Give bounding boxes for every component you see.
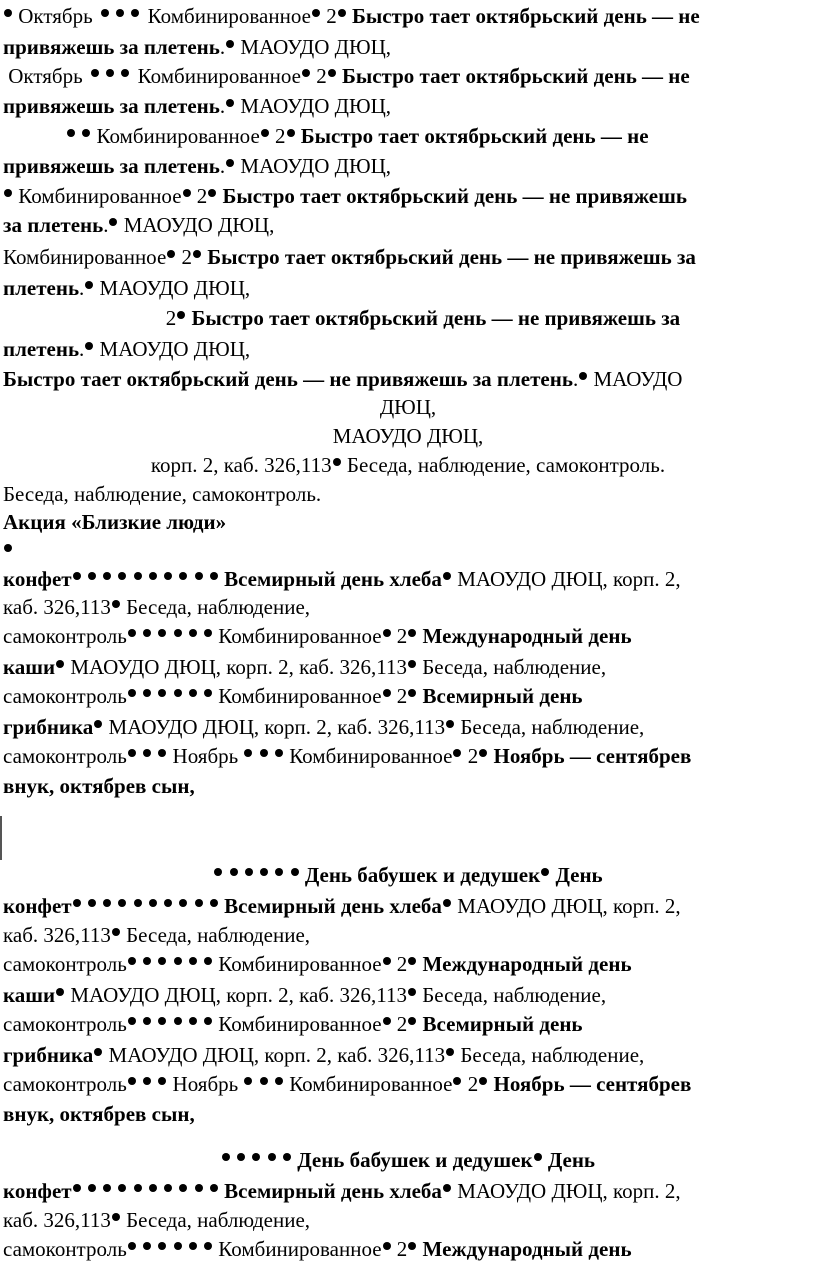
bullet-icon: [226, 40, 234, 48]
line-06: привяжешь за плетень. МАОУДО ДЮЦ,: [3, 154, 391, 178]
line-15: МАОУДО ДЮЦ,: [332, 424, 484, 448]
line-10: плетень. МАОУДО ДЮЦ,: [3, 276, 251, 300]
line-04: привяжешь за плетень. МАОУДО ДЮЦ,: [3, 94, 391, 118]
line-33: самоконтроль Комбинированное 2 Всемирный день: [3, 1012, 583, 1036]
bullet-icon: [226, 159, 234, 167]
bullet-icon: [189, 689, 197, 697]
bullet-icon: [189, 629, 197, 637]
bullet-icon: [103, 899, 111, 907]
bullet-icon: [143, 689, 151, 697]
line-27: внук, октябрев сын,: [3, 774, 195, 798]
bullet-icon: [174, 957, 182, 965]
bullet-icon: [177, 311, 185, 319]
bullet-icon: [56, 660, 64, 668]
bullet-icon: [383, 1242, 391, 1250]
bullet-icon: [383, 629, 391, 637]
line-38: конфет Всемирный день хлеба МАОУДО ДЮЦ, корп. 2,: [3, 1179, 681, 1203]
bullet-icon: [128, 1077, 136, 1085]
bullet-icon: [109, 218, 117, 226]
line-08: за плетень. МАОУДО ДЮЦ,: [3, 213, 275, 237]
bullet-icon: [128, 1017, 136, 1025]
line-34: грибника МАОУДО ДЮЦ, корп. 2, каб. 326,113 Беседа, наблюдение,: [3, 1043, 645, 1067]
bullet-icon: [134, 899, 142, 907]
bullet-icon: [143, 629, 151, 637]
bullet-icon: [210, 899, 218, 907]
bullet-icon: [88, 899, 96, 907]
bullet-icon: [164, 1184, 172, 1192]
bullet-icon: [287, 129, 295, 137]
bullet-icon: [328, 69, 336, 77]
bullet-icon: [195, 899, 203, 907]
bullet-icon: [237, 1153, 245, 1161]
bullet-icon: [128, 629, 136, 637]
line-32: каши МАОУДО ДЮЦ, корп. 2, каб. 326,113 Беседа, наблюдение,: [3, 983, 607, 1007]
bullet-icon: [383, 1017, 391, 1025]
bullet-icon: [408, 988, 416, 996]
bullet-icon: [193, 250, 201, 258]
bullet-icon: [73, 572, 81, 580]
bullet-icon: [158, 629, 166, 637]
line-31: самоконтроль Комбинированное 2 Международный день: [3, 952, 632, 976]
bullet-icon: [443, 572, 451, 580]
line-01: Октябрь Комбинированное 2 Быстро тает октябрьский день — не: [3, 2, 815, 31]
bullet-icon: [128, 749, 136, 757]
bullet-icon: [208, 189, 216, 197]
bullet-icon: [408, 957, 416, 965]
bullet-icon: [204, 689, 212, 697]
line-12: плетень. МАОУДО ДЮЦ,: [3, 337, 251, 361]
line-17: Беседа, наблюдение, самоконтроль.: [3, 482, 322, 506]
bullet-icon: [204, 957, 212, 965]
bullet-icon: [210, 1184, 218, 1192]
bullet-icon: [302, 69, 310, 77]
bullet-icon: [73, 899, 81, 907]
line-22: самоконтроль Комбинированное 2 Международный день: [3, 624, 632, 648]
line-26: самоконтроль Ноябрь Комбинированное 2 Ноябрь — сентябрев: [3, 744, 692, 768]
bullet-icon: [88, 572, 96, 580]
bullet-icon: [116, 9, 124, 17]
line-35: самоконтроль Ноябрь Комбинированное 2 Ноябрь — сентябрев: [3, 1072, 692, 1096]
bullet-icon: [189, 1242, 197, 1250]
bullet-icon: [67, 129, 75, 137]
line-16: корп. 2, каб. 326,113 Беседа, наблюдение, самоконтроль.: [150, 453, 666, 477]
bullet-icon: [261, 129, 269, 137]
bullet-icon: [333, 458, 341, 466]
line-03: Октябрь Комбинированное 2 Быстро тает октябрьский день — не: [3, 64, 690, 88]
line-36: внук, октябрев сын,: [3, 1102, 195, 1126]
bullet-icon: [579, 372, 587, 380]
bullet-icon: [118, 572, 126, 580]
bullet-icon: [158, 689, 166, 697]
bullet-icon: [214, 868, 222, 876]
line-13: Быстро тает октябрьский день — не привяжешь за плетень. МАОУДО: [3, 367, 683, 391]
line-05: Комбинированное 2 Быстро тает октябрьский день — не: [3, 122, 815, 151]
line-29: конфет Всемирный день хлеба МАОУДО ДЮЦ, корп. 2,: [3, 894, 681, 918]
bullet-icon: [183, 189, 191, 197]
bullet-icon: [128, 1242, 136, 1250]
bullet-icon: [260, 1077, 268, 1085]
bullet-icon: [149, 1184, 157, 1192]
bullet-icon: [158, 1242, 166, 1250]
bullet-icon: [149, 572, 157, 580]
bullet-icon: [453, 749, 461, 757]
bullet-icon: [189, 957, 197, 965]
bullet-icon: [275, 868, 283, 876]
bullet-icon: [174, 689, 182, 697]
bullet-icon: [252, 1153, 260, 1161]
bullet-icon: [82, 129, 90, 137]
bullet-icon: [149, 899, 157, 907]
bullet-icon: [443, 1184, 451, 1192]
bullet-icon: [118, 1184, 126, 1192]
bullet-icon: [128, 689, 136, 697]
bullet-icon: [158, 749, 166, 757]
bullet-icon: [143, 749, 151, 757]
bullet-icon: [134, 572, 142, 580]
line-21: каб. 326,113 Беседа, наблюдение,: [3, 595, 311, 619]
bullet-icon: [230, 868, 238, 876]
bullet-icon: [195, 1184, 203, 1192]
bullet-icon: [534, 1153, 542, 1161]
bullet-icon: [244, 749, 252, 757]
bullet-icon: [275, 749, 283, 757]
bullet-icon: [158, 1077, 166, 1085]
line-40: самоконтроль Комбинированное 2 Международный день: [3, 1237, 632, 1261]
bullet-icon: [101, 9, 109, 17]
line-11: 2 Быстро тает октябрьский день — не привяжешь за: [3, 306, 681, 330]
line-24: самоконтроль Комбинированное 2 Всемирный день: [3, 684, 583, 708]
bullet-icon: [94, 1048, 102, 1056]
bullet-icon: [121, 69, 129, 77]
bullet-icon: [446, 1048, 454, 1056]
bullet-icon: [408, 689, 416, 697]
line-37: День бабушек и дедушек День: [0, 1146, 816, 1175]
line-19: [3, 537, 815, 566]
bullet-icon: [291, 868, 299, 876]
bullet-icon: [73, 1184, 81, 1192]
bullet-icon: [204, 629, 212, 637]
line-07: Комбинированное 2 Быстро тает октябрьский день — не привяжешь: [3, 182, 815, 211]
bullet-icon: [275, 1077, 283, 1085]
bullet-icon: [179, 572, 187, 580]
bullet-icon: [158, 957, 166, 965]
bullet-icon: [479, 1077, 487, 1085]
bullet-icon: [210, 572, 218, 580]
bullet-icon: [128, 957, 136, 965]
bullet-icon: [164, 899, 172, 907]
bullet-icon: [453, 1077, 461, 1085]
bullet-icon: [204, 1017, 212, 1025]
bullet-icon: [443, 899, 451, 907]
bullet-icon: [103, 1184, 111, 1192]
bullet-icon: [260, 868, 268, 876]
line-39: каб. 326,113 Беседа, наблюдение,: [3, 1208, 311, 1232]
bullet-icon: [446, 720, 454, 728]
bullet-icon: [244, 1077, 252, 1085]
bullet-icon: [312, 9, 320, 17]
bullet-icon: [179, 899, 187, 907]
bullet-icon: [268, 1153, 276, 1161]
bullet-icon: [383, 689, 391, 697]
bullet-icon: [112, 1213, 120, 1221]
bullet-icon: [118, 899, 126, 907]
bullet-icon: [226, 99, 234, 107]
bullet-icon: [541, 868, 549, 876]
bullet-icon: [112, 928, 120, 936]
bullet-icon: [338, 9, 346, 17]
bullet-icon: [131, 9, 139, 17]
bullet-icon: [164, 572, 172, 580]
bullet-icon: [174, 629, 182, 637]
bullet-icon: [174, 1242, 182, 1250]
bullet-icon: [260, 749, 268, 757]
bullet-icon: [112, 600, 120, 608]
bullet-icon: [88, 1184, 96, 1192]
bullet-icon: [4, 189, 12, 197]
bullet-icon: [158, 1017, 166, 1025]
bullet-icon: [85, 281, 93, 289]
bullet-icon: [204, 1242, 212, 1250]
bullet-icon: [408, 629, 416, 637]
bullet-icon: [4, 544, 12, 552]
bullet-icon: [174, 1017, 182, 1025]
line-18: Акция «Близкие люди»: [3, 510, 227, 534]
margin-bar: [0, 816, 2, 860]
bullet-icon: [4, 9, 12, 17]
bullet-icon: [195, 572, 203, 580]
line-20: конфет Всемирный день хлеба МАОУДО ДЮЦ, корп. 2,: [3, 567, 681, 591]
bullet-icon: [383, 957, 391, 965]
bullet-icon: [143, 957, 151, 965]
bullet-icon: [222, 1153, 230, 1161]
bullet-icon: [408, 1242, 416, 1250]
bullet-icon: [408, 660, 416, 668]
bullet-icon: [106, 69, 114, 77]
line-14: ДЮЦ,: [379, 395, 437, 419]
line-23: каши МАОУДО ДЮЦ, корп. 2, каб. 326,113 Беседа, наблюдение,: [3, 655, 607, 679]
line-25: грибника МАОУДО ДЮЦ, корп. 2, каб. 326,113 Беседа, наблюдение,: [3, 715, 645, 739]
bullet-icon: [56, 988, 64, 996]
line-28: День бабушек и дедушек День: [0, 861, 816, 890]
bullet-icon: [103, 572, 111, 580]
bullet-icon: [91, 69, 99, 77]
bullet-icon: [283, 1153, 291, 1161]
line-02: привяжешь за плетень. МАОУДО ДЮЦ,: [3, 35, 391, 59]
bullet-icon: [134, 1184, 142, 1192]
bullet-icon: [143, 1017, 151, 1025]
bullet-icon: [245, 868, 253, 876]
line-30: каб. 326,113 Беседа, наблюдение,: [3, 923, 311, 947]
bullet-icon: [143, 1077, 151, 1085]
bullet-icon: [167, 250, 175, 258]
bullet-icon: [179, 1184, 187, 1192]
bullet-icon: [479, 749, 487, 757]
bullet-icon: [408, 1017, 416, 1025]
line-09: Комбинированное 2 Быстро тает октябрьский день — не привяжешь за: [3, 245, 696, 269]
bullet-icon: [94, 720, 102, 728]
bullet-icon: [143, 1242, 151, 1250]
bullet-icon: [189, 1017, 197, 1025]
bullet-icon: [85, 342, 93, 350]
